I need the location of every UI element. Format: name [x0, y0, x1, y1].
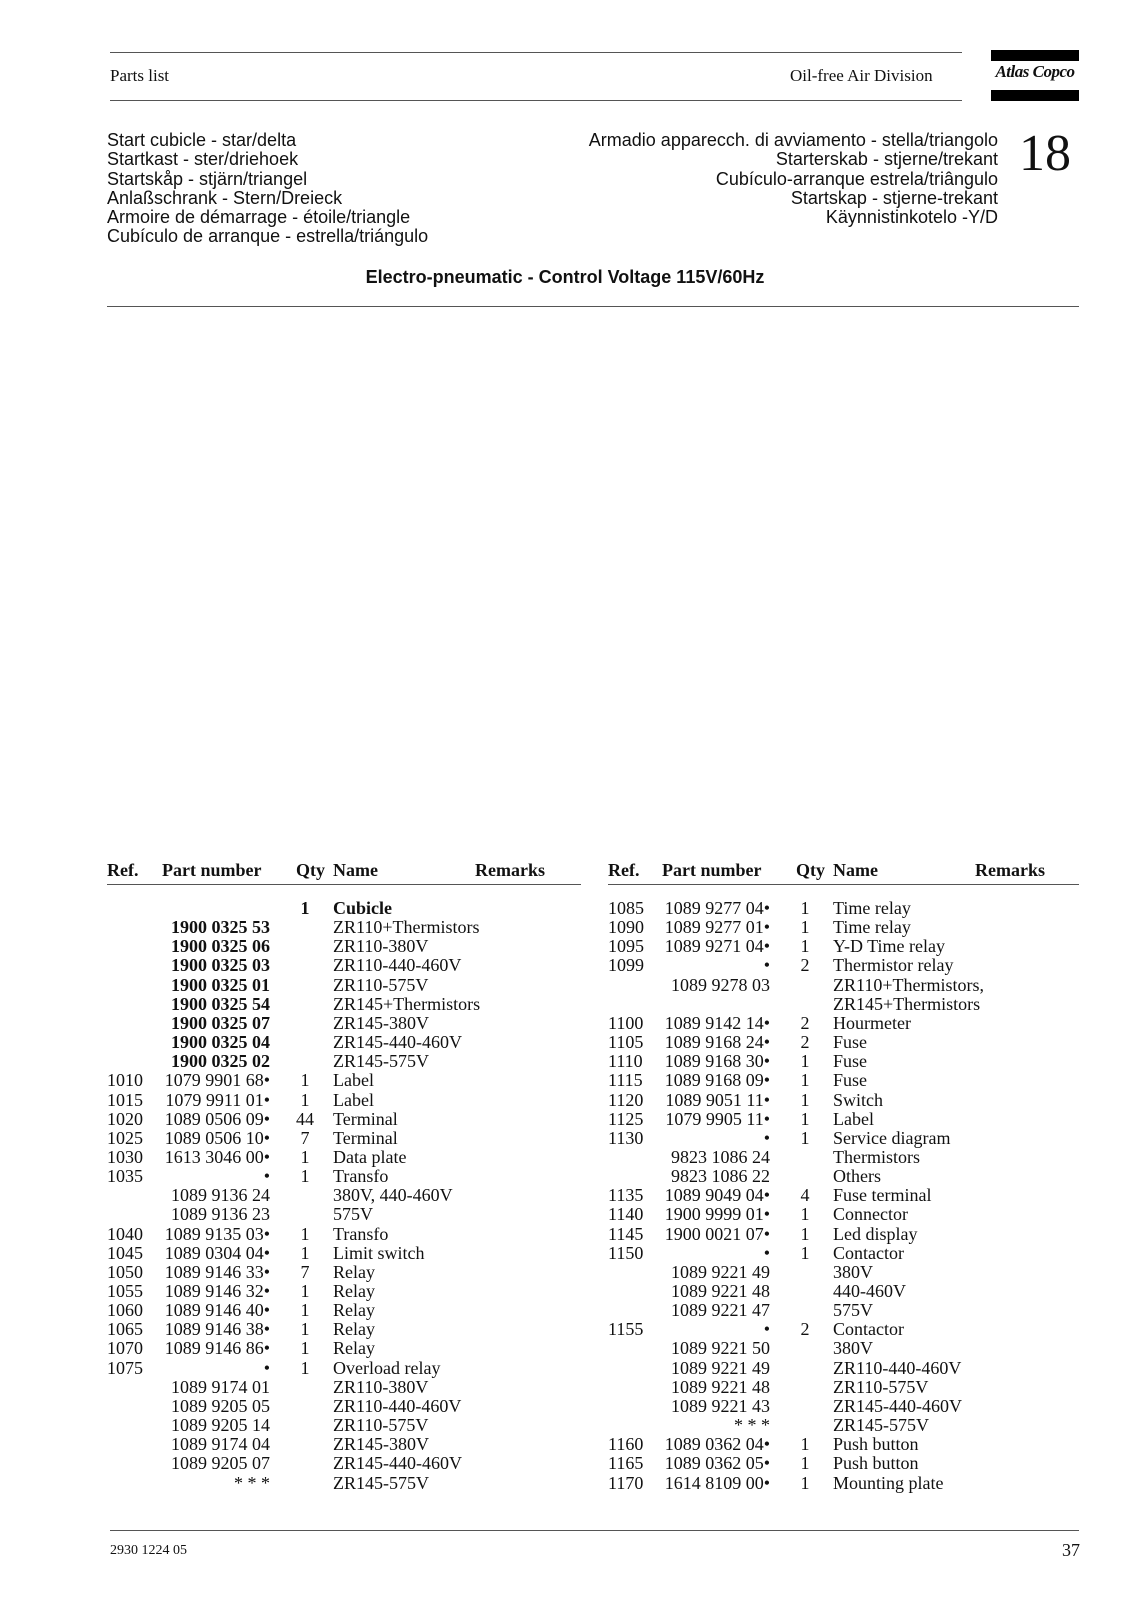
part-number-cell: 1089 9221 43: [671, 1395, 770, 1416]
part-number-cell: 1900 0325 54: [171, 993, 270, 1014]
part-number-cell: 1089 9135 03•: [164, 1223, 270, 1244]
part-number-cell: 1089 9221 50: [671, 1338, 770, 1359]
table-row: [608, 1397, 1078, 1416]
part-number-cell: 1089 9277 01•: [664, 917, 770, 938]
ref-cell: 1045: [107, 1242, 143, 1263]
ref-cell: 1010: [107, 1070, 143, 1091]
table-row: [608, 1474, 1078, 1493]
name-cell: 440-460V: [833, 1281, 906, 1301]
name-cell: 380V, 440-460V: [333, 1185, 453, 1206]
name-cell: ZR145-380V: [333, 1012, 429, 1033]
ref-cell: 1085: [608, 898, 644, 918]
table-row: [107, 995, 577, 1014]
qty-cell: 1: [800, 1434, 810, 1455]
subtitle-rule: [107, 306, 1079, 307]
title-line: Käynnistinkotelo -Y/D: [825, 207, 998, 228]
part-number-cell: 1089 9146 40•: [164, 1300, 270, 1321]
name-cell: ZR110-575V: [333, 974, 429, 995]
qty-cell: 1: [300, 1089, 310, 1110]
name-cell: ZR110+Thermistors,: [833, 974, 984, 995]
name-cell: ZR145+Thermistors: [333, 993, 481, 1014]
part-number-cell: 1089 9221 49: [671, 1357, 770, 1378]
ref-cell: 1015: [107, 1089, 143, 1110]
name-cell: Label: [833, 1108, 874, 1129]
table-row: [608, 956, 1078, 975]
part-number-cell: 1089 9049 04•: [664, 1185, 770, 1206]
part-number-cell: 1089 9168 24•: [664, 1032, 770, 1053]
header-ref: Ref.: [107, 860, 139, 880]
ref-cell: 1145: [608, 1223, 644, 1244]
part-number-cell: •: [763, 1242, 770, 1263]
table-row: [608, 1110, 1078, 1129]
table-row: [608, 1359, 1078, 1378]
name-cell: ZR145-440-460V: [833, 1395, 962, 1416]
part-number-cell: •: [263, 1357, 270, 1378]
header-part-number: Part number: [162, 860, 262, 880]
ref-cell: 1155: [608, 1319, 644, 1340]
part-number-cell: 1089 9221 49: [671, 1261, 770, 1282]
name-cell: Fuse terminal: [833, 1185, 932, 1206]
ref-cell: 1020: [107, 1108, 143, 1129]
part-number-cell: 1900 0325 53: [171, 917, 270, 938]
part-number-cell: 1089 9146 38•: [164, 1319, 270, 1340]
name-cell: Relay: [333, 1338, 375, 1359]
logo-text: Atlas Copco: [995, 62, 1075, 81]
title-line: Cubículo-arranque estrela/triângulo: [715, 168, 998, 189]
part-number-cell: 1089 9146 86•: [164, 1338, 270, 1359]
qty-cell: 1: [300, 1146, 310, 1167]
footer-rule: [110, 1530, 1079, 1531]
part-number-cell: 1089 9142 14•: [664, 1012, 770, 1033]
table-row: [107, 1416, 577, 1435]
table-row: [608, 1148, 1078, 1167]
qty-cell: 1: [800, 1204, 810, 1225]
table-header-rule: [107, 884, 581, 885]
ref-cell: 1125: [608, 1108, 644, 1129]
table-row: [608, 1225, 1078, 1244]
table-row: [608, 1416, 1078, 1435]
table-row: [107, 1282, 577, 1301]
qty-cell: 1: [300, 1242, 310, 1263]
name-cell: ZR145-440-460V: [333, 1032, 462, 1053]
qty-cell: 1: [300, 1070, 310, 1091]
table-row: [608, 1014, 1078, 1033]
table-row: [107, 1148, 577, 1167]
title-line: Start cubicle - star/delta: [107, 130, 297, 150]
table-row: [107, 1339, 577, 1358]
qty-cell: 1: [800, 1070, 810, 1091]
qty-cell: 1: [300, 1357, 310, 1378]
name-cell: ZR110-380V: [333, 1376, 429, 1397]
table-row: [107, 1435, 577, 1454]
name-cell: Fuse: [833, 1070, 868, 1091]
part-number-cell: 1089 9168 30•: [664, 1051, 770, 1072]
name-cell: Push button: [833, 1453, 919, 1474]
part-number-cell: * * *: [734, 1415, 770, 1436]
ref-cell: 1135: [608, 1185, 644, 1206]
qty-cell: 1: [800, 1127, 810, 1148]
part-number-cell: •: [263, 1166, 270, 1187]
table-header-rule: [608, 884, 1079, 885]
title-line: Armadio apparecch. di avviamento - stella/triangolo: [588, 130, 998, 150]
table-row: [107, 1071, 577, 1090]
table-row: [107, 1244, 577, 1263]
part-number-cell: 1089 9277 04•: [664, 898, 770, 918]
part-number-cell: 1089 9278 03: [671, 974, 770, 995]
ref-cell: 1065: [107, 1319, 143, 1340]
ref-cell: 1100: [608, 1012, 644, 1033]
table-row: [608, 1244, 1078, 1263]
part-number-cell: •: [763, 1127, 770, 1148]
part-number-cell: 1900 0325 03: [171, 955, 270, 976]
table-row: [608, 976, 1078, 995]
part-number-cell: •: [763, 955, 770, 976]
table-row: [608, 1129, 1078, 1148]
header-remarks: Remarks: [975, 860, 1045, 880]
ref-cell: 1099: [608, 955, 644, 976]
part-number-cell: 1079 9905 11•: [665, 1108, 770, 1129]
ref-cell: 1165: [608, 1453, 644, 1474]
table-row: [107, 1110, 577, 1129]
qty-cell: 1: [800, 936, 810, 957]
qty-cell: 1: [300, 1319, 310, 1340]
table-row: [608, 918, 1078, 937]
part-number-cell: 1089 9146 32•: [164, 1281, 270, 1301]
part-number-cell: 1089 9271 04•: [664, 936, 770, 957]
ref-cell: 1095: [608, 936, 644, 957]
ref-cell: 1075: [107, 1357, 143, 1378]
part-number-cell: 1900 0325 02: [171, 1051, 270, 1072]
part-number-cell: •: [763, 1319, 770, 1340]
table-row: [107, 1320, 577, 1339]
ref-cell: 1060: [107, 1300, 143, 1321]
table-row: [608, 1167, 1078, 1186]
part-number-cell: 1089 0362 05•: [664, 1453, 770, 1474]
table-row: [107, 1359, 577, 1378]
name-cell: 575V: [333, 1204, 373, 1225]
table-row: [608, 1339, 1078, 1358]
table-row: [608, 1320, 1078, 1339]
name-cell: ZR110-440-460V: [833, 1357, 962, 1378]
name-cell: Overload relay: [333, 1357, 441, 1378]
name-cell: Service diagram: [833, 1127, 951, 1148]
table-row: [107, 1225, 577, 1244]
header-ref: Ref.: [608, 860, 640, 880]
part-number-cell: 1089 9221 48: [671, 1281, 770, 1301]
part-number-cell: 1900 0325 06: [171, 936, 270, 957]
name-cell: ZR145-575V: [333, 1051, 429, 1072]
qty-cell: 2: [800, 1032, 810, 1053]
name-cell: Time relay: [833, 917, 911, 938]
table-row: [107, 1129, 577, 1148]
name-cell: Transfo: [333, 1223, 389, 1244]
ref-cell: 1110: [608, 1051, 643, 1072]
name-cell: 575V: [833, 1300, 873, 1321]
qty-cell: 2: [800, 955, 810, 976]
qty-cell: 1: [300, 1166, 310, 1187]
name-cell: Terminal: [333, 1108, 398, 1129]
part-number-cell: 1613 3046 00•: [164, 1146, 270, 1167]
part-number-cell: 1614 8109 00•: [664, 1472, 770, 1493]
part-number-cell: 1079 9911 01•: [165, 1089, 270, 1110]
qty-cell: 1: [300, 898, 310, 918]
part-number-cell: * * *: [234, 1472, 270, 1493]
table-row: [107, 1186, 577, 1205]
title-line: Anlaßschrank - Stern/Dreieck: [107, 187, 343, 208]
title-line: Starterskab - stjerne/trekant: [775, 149, 998, 170]
qty-cell: 1: [800, 1472, 810, 1493]
table-row: [608, 1033, 1078, 1052]
qty-cell: 7: [300, 1261, 310, 1282]
table-row: [107, 1091, 577, 1110]
part-number-cell: 9823 1086 24: [671, 1146, 770, 1167]
name-cell: Contactor: [833, 1242, 904, 1263]
page-number: 37: [1062, 1540, 1080, 1560]
qty-cell: 4: [800, 1185, 810, 1206]
part-number-cell: 1089 9174 04: [171, 1434, 270, 1455]
table-row: [107, 1263, 577, 1282]
name-cell: Data plate: [333, 1146, 407, 1167]
title-line: Startskåp - stjärn/triangel: [107, 168, 308, 189]
part-number-cell: 1089 9174 01: [171, 1376, 270, 1397]
table-row: [608, 1301, 1078, 1320]
name-cell: Mounting plate: [833, 1472, 944, 1493]
qty-cell: 1: [800, 1242, 810, 1263]
table-row: [608, 1435, 1078, 1454]
name-cell: Others: [833, 1166, 881, 1187]
table-row: [107, 1397, 577, 1416]
qty-cell: 2: [800, 1319, 810, 1340]
name-cell: 380V: [833, 1261, 873, 1282]
qty-cell: 1: [300, 1300, 310, 1321]
table-row: [608, 1378, 1078, 1397]
name-cell: Cubicle: [333, 898, 393, 918]
part-number-cell: 1089 0506 10•: [164, 1127, 270, 1148]
table-row: [107, 1033, 577, 1052]
name-cell: Push button: [833, 1434, 919, 1455]
name-cell: ZR145-575V: [833, 1415, 929, 1436]
name-cell: ZR145-440-460V: [333, 1453, 462, 1474]
name-cell: Contactor: [833, 1319, 904, 1340]
name-cell: Connector: [833, 1204, 908, 1225]
table-row: [608, 1454, 1078, 1473]
name-cell: Y-D Time relay: [833, 936, 945, 957]
ref-cell: 1040: [107, 1223, 143, 1244]
part-number-cell: 9823 1086 22: [671, 1166, 770, 1187]
name-cell: Relay: [333, 1261, 375, 1282]
name-cell: ZR110-440-460V: [333, 955, 462, 976]
logo-bottom-bar: [991, 90, 1079, 101]
qty-cell: 1: [800, 1223, 810, 1244]
part-number-cell: 1900 0325 01: [171, 974, 270, 995]
title-line: Cubículo de arranque - estrella/triángulo: [107, 226, 429, 247]
table-row: [107, 1052, 577, 1071]
ref-cell: 1150: [608, 1242, 644, 1263]
ref-cell: 1130: [608, 1127, 644, 1148]
header-bottom-rule: [110, 100, 962, 101]
part-number-cell: 1089 9146 33•: [164, 1261, 270, 1282]
part-number-cell: 1089 9221 47: [671, 1300, 770, 1321]
table-row: [608, 995, 1078, 1014]
table-row: [608, 1052, 1078, 1071]
name-cell: ZR110+Thermistors: [333, 917, 480, 938]
ref-cell: 1120: [608, 1089, 644, 1110]
name-cell: Thermistor relay: [833, 955, 954, 976]
name-cell: ZR110-380V: [333, 936, 429, 957]
name-cell: Label: [333, 1089, 374, 1110]
name-cell: Relay: [333, 1281, 375, 1301]
part-number-cell: 1900 0021 07•: [664, 1223, 770, 1244]
name-cell: Label: [333, 1070, 374, 1091]
header-name: Name: [833, 860, 878, 880]
part-number-cell: 1089 9136 24: [171, 1185, 270, 1206]
ref-cell: 1035: [107, 1166, 143, 1187]
ref-cell: 1140: [608, 1204, 644, 1225]
part-number-cell: 1900 9999 01•: [664, 1204, 770, 1225]
table-row: [107, 956, 577, 975]
part-number-cell: 1089 9136 23: [171, 1204, 270, 1225]
table-row: [107, 1378, 577, 1397]
table-row: [107, 1205, 577, 1224]
name-cell: ZR145+Thermistors: [833, 993, 981, 1014]
name-cell: Fuse: [833, 1032, 868, 1053]
title-line: Startskap - stjerne-trekant: [790, 187, 998, 208]
atlas-copco-logo: [991, 50, 1079, 102]
ref-cell: 1160: [608, 1434, 644, 1455]
ref-cell: 1030: [107, 1146, 143, 1167]
name-cell: Relay: [333, 1300, 375, 1321]
name-cell: ZR145-575V: [333, 1472, 429, 1493]
name-cell: ZR110-575V: [833, 1376, 929, 1397]
qty-cell: 1: [300, 1338, 310, 1359]
name-cell: Hourmeter: [833, 1012, 911, 1033]
table-row: [107, 1301, 577, 1320]
table-row: [608, 1263, 1078, 1282]
part-number-cell: 1089 9221 48: [671, 1376, 770, 1397]
header-name: Name: [333, 860, 378, 880]
ref-cell: 1105: [608, 1032, 644, 1053]
header-qty: Qty: [796, 860, 825, 880]
name-cell: ZR110-575V: [333, 1415, 429, 1436]
table-row: [107, 937, 577, 956]
qty-cell: 7: [300, 1127, 310, 1148]
ref-cell: 1170: [608, 1472, 644, 1493]
part-number-cell: 1089 9205 07: [171, 1453, 270, 1474]
qty-cell: 1: [800, 1453, 810, 1474]
part-number-cell: 1089 0362 04•: [664, 1434, 770, 1455]
qty-cell: 1: [800, 917, 810, 938]
name-cell: Time relay: [833, 898, 911, 918]
qty-cell: 1: [800, 1108, 810, 1129]
qty-cell: 1: [300, 1223, 310, 1244]
part-number-cell: 1089 0506 09•: [164, 1108, 270, 1129]
ref-cell: 1055: [107, 1281, 143, 1301]
part-number-cell: 1089 9168 09•: [664, 1070, 770, 1091]
title-line: Armoire de démarrage - étoile/triangle: [107, 207, 411, 228]
qty-cell: 1: [300, 1281, 310, 1301]
ref-cell: 1115: [608, 1070, 643, 1091]
header-top-rule: [110, 52, 962, 53]
ref-cell: 1025: [107, 1127, 143, 1148]
table-row: [608, 1282, 1078, 1301]
table-row: [107, 899, 577, 918]
name-cell: Fuse: [833, 1051, 868, 1072]
ref-cell: 1050: [107, 1261, 143, 1282]
doc-type-label: Parts list: [110, 66, 170, 85]
table-row: [107, 1474, 577, 1493]
part-number-cell: 1089 9205 14: [171, 1415, 270, 1436]
qty-cell: 2: [800, 1012, 810, 1033]
name-cell: 380V: [833, 1338, 873, 1359]
table-row: [608, 1186, 1078, 1205]
table-row: [107, 1014, 577, 1033]
qty-cell: 44: [296, 1108, 314, 1129]
part-number-cell: 1900 0325 07: [171, 1012, 270, 1033]
name-cell: Thermistors: [833, 1146, 920, 1167]
table-row: [107, 918, 577, 937]
part-number-cell: 1900 0325 04: [171, 1032, 270, 1053]
section-number: 18: [1019, 125, 1071, 182]
titles-left: [107, 131, 428, 247]
table-row: [608, 1205, 1078, 1224]
part-number-cell: 1079 9901 68•: [164, 1070, 270, 1091]
qty-cell: 1: [800, 898, 810, 918]
header-qty: Qty: [296, 860, 325, 880]
ref-cell: 1070: [107, 1338, 143, 1359]
table-row: [107, 1167, 577, 1186]
logo-top-bar: [991, 50, 1079, 61]
table-row: [608, 1071, 1078, 1090]
name-cell: Terminal: [333, 1127, 398, 1148]
part-number-cell: 1089 9051 11•: [665, 1089, 770, 1110]
header-part-number: Part number: [662, 860, 762, 880]
part-number-cell: 1089 9205 05: [171, 1395, 270, 1416]
table-row: [107, 976, 577, 995]
name-cell: Limit switch: [333, 1242, 425, 1263]
name-cell: Switch: [833, 1089, 884, 1110]
titles-right: [589, 131, 998, 227]
qty-cell: 1: [800, 1051, 810, 1072]
ref-cell: 1090: [608, 917, 644, 938]
name-cell: ZR110-440-460V: [333, 1395, 462, 1416]
table-row: [608, 937, 1078, 956]
document-code: 2930 1224 05: [110, 1543, 187, 1558]
name-cell: ZR145-380V: [333, 1434, 429, 1455]
name-cell: Relay: [333, 1319, 375, 1340]
table-row: [608, 1091, 1078, 1110]
table-row: [107, 1454, 577, 1473]
division-label: Oil-free Air Division: [790, 66, 933, 85]
part-number-cell: 1089 0304 04•: [164, 1242, 270, 1263]
name-cell: Transfo: [333, 1166, 389, 1187]
header-remarks: Remarks: [475, 860, 545, 880]
title-line: Startkast - ster/driehoek: [107, 149, 299, 170]
subtitle: Electro-pneumatic - Control Voltage 115V/60Hz: [365, 267, 765, 287]
name-cell: Led display: [833, 1223, 918, 1244]
qty-cell: 1: [800, 1089, 810, 1110]
table-row: [608, 899, 1078, 918]
